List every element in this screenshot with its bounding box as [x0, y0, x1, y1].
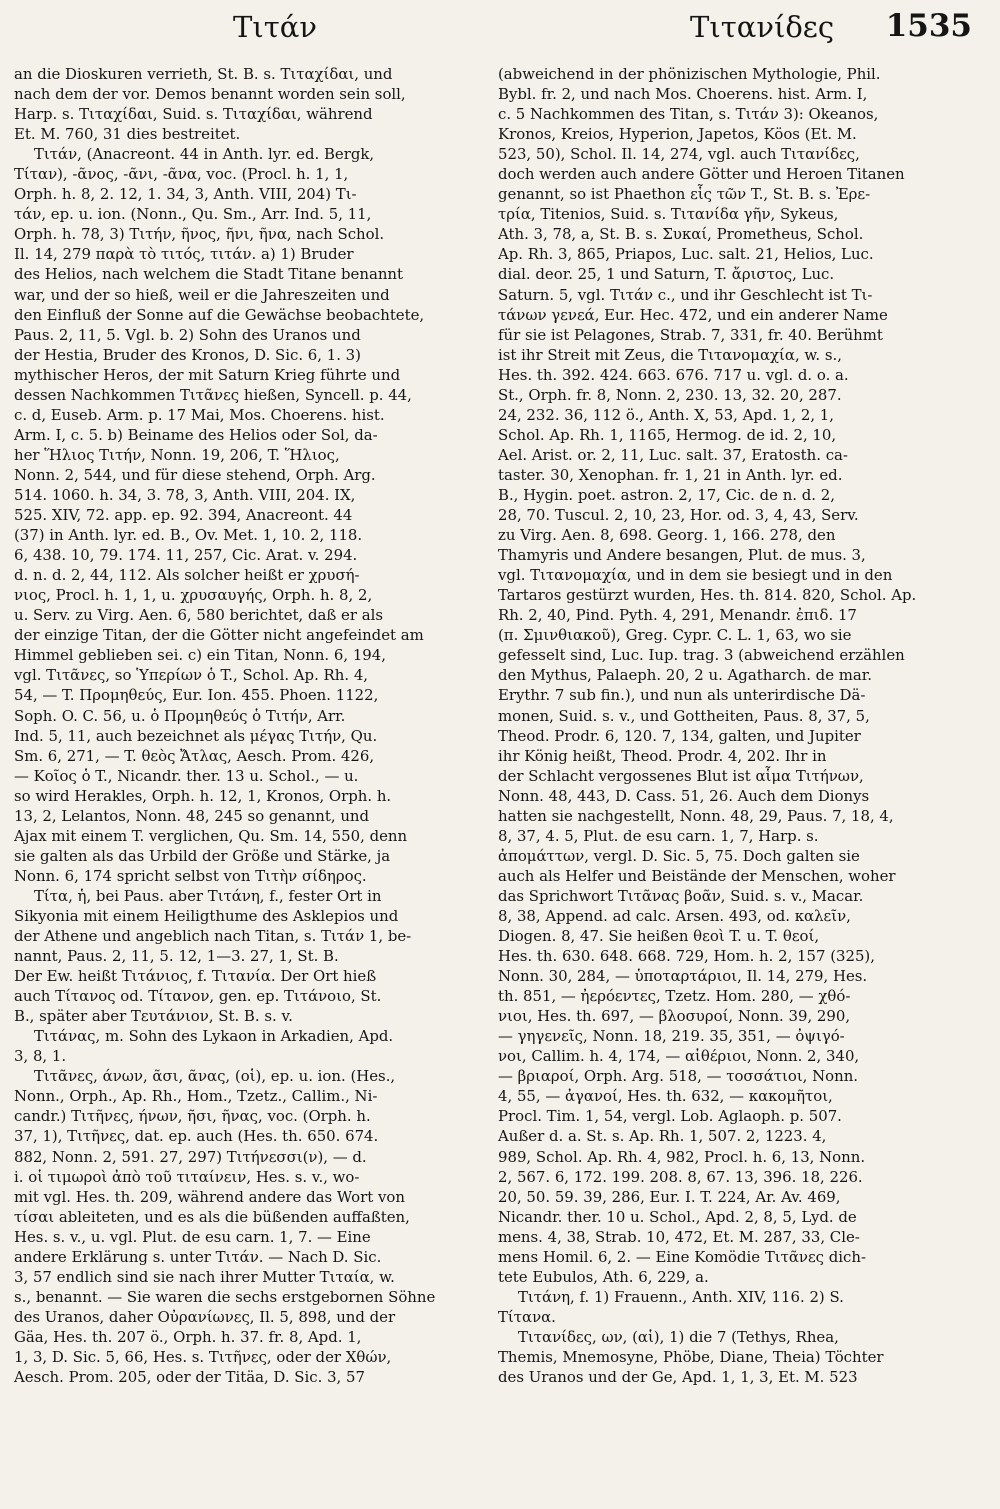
text-line: 525. XIV, 72. app. ep. 92. 394, Anacreont. 44 — [14, 506, 353, 525]
text-line: 54, — T. Προμηθεύς, Eur. Ion. 455. Phoen. 1122, — [14, 686, 379, 705]
text-line: auch als Helfer und Beistände der Menschen, woher — [498, 866, 896, 885]
header-left-catchword: Τιτάν — [233, 10, 317, 44]
text-line: 882, Nonn. 2, 591. 27, 297) Τιτήνεσσι(ν), — d. — [14, 1147, 367, 1166]
text-line: Arm. I, c. 5. b) Beiname des Helios oder Sol, da- — [14, 425, 378, 444]
text-line: auch Τίτανος od. Τίτανον, gen. ep. Τιτάνοιο, St. — [14, 987, 382, 1006]
text-line: Außer d. a. St. s. Ap. Rh. 1, 507. 2, 1223. 4, — [498, 1127, 827, 1146]
text-line: hatten sie nachgestellt, Nonn. 48, 29, Paus. 7, 18, 4, — [498, 806, 894, 825]
text-line: mythischer Heros, der mit Saturn Krieg führte und — [14, 365, 401, 384]
text-line: Gäa, Hes. th. 207 ö., Orph. h. 37. fr. 8, Apd. 1, — [14, 1327, 362, 1346]
text-line: i. οἱ τιμωροὶ ἀπὸ τοῦ τιταίνειν, Hes. s. v., wo- — [14, 1167, 360, 1186]
text-line: candr.) Τιτῆνες, ήνων, ῆσι, ῆνας, voc. (Orph. h. — [14, 1107, 371, 1126]
text-line: Harp. s. Τιταχίδαι, Suid. s. Τιταχίδαι, während — [14, 105, 373, 124]
text-line: der einzige Titan, der die Götter nicht angefeindet am — [14, 626, 424, 645]
text-line: Ind. 5, 11, auch bezeichnet als μέγας Τιτήν, Qu. — [14, 726, 378, 745]
text-line: andere Erklärung s. unter Τιτάν. — Nach D. Sic. — [14, 1247, 382, 1266]
text-line: Hes. th. 392. 424. 663. 676. 717 u. vgl. d. o. a. — [498, 365, 849, 384]
text-line: Τίτανα. — [498, 1307, 556, 1326]
text-line: Rh. 2, 40, Pind. Pyth. 4, 291, Menandr. ἐπιδ. 17 — [498, 606, 857, 625]
text-line: dessen Nachkommen Τιτᾶνες hießen, Syncell. p. 44, — [14, 385, 412, 404]
text-line: 6, 438. 10, 79. 174. 11, 257, Cic. Arat. v. 294. — [14, 546, 358, 565]
text-line: (37) in Anth. lyr. ed. B., Ov. Met. 1, 10. 2, 118. — [14, 526, 363, 545]
text-line: vgl. Τιτᾶνες, so Ὑπερίων ὁ T., Schol. Ap. Rh. 4, — [14, 666, 369, 685]
text-line: der Hestia, Bruder des Kronos, D. Sic. 6, 1. 3) — [14, 345, 361, 364]
text-line: 4, 55, — ἀγανοί, Hes. th. 632, — κακομῆτοι, — [498, 1087, 833, 1106]
text-line: Aesch. Prom. 205, oder der Titäa, D. Sic. 3, 57 — [14, 1368, 365, 1387]
text-line: — Κοῖος ὁ T., Nicandr. ther. 13 u. Schol., — u. — [14, 766, 359, 785]
text-line: Soph. O. C. 56, u. ὁ Προμηθεύς ὁ Τιτήν, Arr. — [14, 706, 346, 725]
text-line: Sm. 6, 271, — T. θεὸς Ἄτλας, Aesch. Prom. 426, — [14, 746, 375, 765]
text-line: 523, 50), Schol. Il. 14, 274, vgl. auch Τιτανίδες, — [498, 145, 860, 164]
text-line: Ajax mit einem T. verglichen, Qu. Sm. 14, 550, denn — [14, 826, 408, 845]
text-line: so wird Herakles, Orph. h. 12, 1, Kronos, Orph. h. — [14, 786, 392, 805]
text-line: monen, Suid. s. v., und Gottheiten, Paus. 8, 37, 5, — [498, 706, 870, 725]
text-line: Nonn. 30, 284, — ὑποταρτάριοι, Il. 14, 279, Hes. — [498, 967, 868, 986]
text-line: Τιτᾶνες, άνων, ᾶσι, ᾶνας, (οἱ), ep. u. ion. (Hes., — [34, 1067, 396, 1086]
text-line: 1, 3, D. Sic. 5, 66, Hes. s. Τιτῆνες, oder der Χθών, — [14, 1348, 392, 1366]
text-line: d. n. d. 2, 44, 112. Als solcher heißt er χρυσή- — [14, 566, 360, 585]
text-line: 37, 1), Τιτῆνες, dat. ep. auch (Hes. th. 650. 674. — [14, 1127, 379, 1146]
text-line: der Schlacht vergossenes Blut ist αἷμα Τιτήνων, — [498, 766, 864, 785]
text-line: B., später aber Τευτάνιον, St. B. s. v. — [14, 1007, 293, 1026]
text-line: für sie ist Pelagones, Strab. 7, 331, fr. 40. Berühmt — [498, 325, 883, 344]
page-number: 1535 — [885, 8, 972, 44]
text-line: Nonn. 2, 544, und für diese stehend, Orph. Arg. — [14, 465, 376, 484]
text-line: Et. M. 760, 31 dies bestreitet. — [14, 125, 241, 144]
text-line: Hes. s. v., u. vgl. Plut. de esu carn. 1, 7. — Eine — [14, 1227, 371, 1246]
text-line: Hes. th. 630. 648. 668. 729, Hom. h. 2, 157 (325), — [498, 947, 875, 966]
text-line: 20, 50. 59. 39, 286, Eur. I. T. 224, Ar. Av. 469, — [498, 1187, 841, 1206]
text-line: Orph. h. 78, 3) Τιτήν, ῆνος, ῆνι, ῆνα, nach Schol. — [14, 225, 385, 244]
text-line: den Einfluß der Sonne auf die Gewächse beobachtete, — [14, 305, 425, 324]
text-line: — γηγενεῖς, Nonn. 18, 219. 35, 351, — ὀψιγό- — [498, 1027, 845, 1046]
text-line: Τίτα, ἡ, bei Paus. aber Τιτάνη, f., fester Ort in — [34, 886, 382, 905]
text-line: Diogen. 8, 47. Sie heißen θεοὶ T. u. T. θεοί, — [498, 927, 820, 946]
text-line: tete Eubulos, Ath. 6, 229, a. — [498, 1267, 709, 1286]
text-line: 2, 567. 6, 172. 199. 208. 8, 67. 13, 396. 18, 226. — [498, 1167, 863, 1186]
text-line: 989, Schol. Ap. Rh. 4, 982, Procl. h. 6, 13, Nonn. — [498, 1147, 866, 1166]
text-line: th. 851, — ἠερόεντες, Tzetz. Hom. 280, — χθό- — [498, 987, 851, 1006]
text-line: Der Ew. heißt Τιτάνιος, f. Τιτανία. Der Ort hieß — [14, 967, 377, 986]
text-line: doch werden auch andere Götter und Heroen Titanen — [498, 165, 905, 184]
text-line: τρία, Titenios, Suid. s. Τιτανίδα γῆν, Sykeus, — [498, 205, 839, 224]
text-line: Bybl. fr. 2, und nach Mos. Choerens. hist. Arm. I, — [498, 85, 868, 104]
text-line: 8, 37, 4. 5, Plut. de esu carn. 1, 7, Harp. s. — [498, 826, 819, 845]
text-line: des Uranos, daher Οὐρανίωνες, Il. 5, 898, und der — [14, 1307, 396, 1326]
text-line: 24, 232. 36, 112 ö., Anth. X, 53, Apd. 1, 2, 1, — [498, 405, 835, 424]
text-line: 8, 38, Append. ad calc. Arsen. 493, od. καλεῖν, — [498, 906, 851, 925]
text-line: an die Dioskuren verrieth, St. B. s. Τιταχίδαι, und — [14, 65, 393, 83]
text-line: Nicandr. ther. 10 u. Schol., Apd. 2, 8, 5, Lyd. de — [498, 1207, 857, 1226]
text-line: Orph. h. 8, 2. 12, 1. 34, 3, Anth. VIII, 204) Τι- — [14, 185, 357, 204]
text-line: Ael. Arist. or. 2, 11, Luc. salt. 37, Eratosth. ca- — [498, 445, 848, 464]
text-line: Kronos, Kreios, Hyperion, Japetos, Köos (Et. M. — [498, 125, 857, 144]
text-line: ἀπομάττων, vergl. D. Sic. 5, 75. Doch galten sie — [498, 846, 860, 865]
text-line: mens. 4, 38, Strab. 10, 472, Et. M. 287, 33, Cle- — [498, 1227, 860, 1246]
text-line: zu Virg. Aen. 8, 698. Georg. 1, 166. 278, den — [498, 526, 836, 545]
left-column — [14, 64, 486, 1504]
text-line: des Helios, nach welchem die Stadt Titane benannt — [14, 265, 403, 284]
text-line: τάνων γενεά, Eur. Hec. 472, und ein anderer Name — [498, 305, 888, 324]
text-line: 3, 8, 1. — [14, 1047, 67, 1066]
text-line: vgl. Τιτανομαχία, und in dem sie besiegt und in den — [498, 566, 893, 585]
text-line: (abweichend in der phönizischen Mythologie, Phil. — [498, 65, 881, 83]
text-line: nannt, Paus. 2, 11, 5. 12, 1—3. 27, 1, St. B. — [14, 947, 339, 966]
text-line: Nonn. 6, 174 spricht selbst von Τιτὴν σίδηρος. — [14, 866, 367, 885]
text-line: τίσαι ableiteten, und es als die büßenden auffaßten, — [14, 1207, 410, 1226]
text-line: das Sprichwort Τιτᾶνας βοᾶν, Suid. s. v., Macar. — [498, 886, 864, 905]
text-line: u. Serv. zu Virg. Aen. 6, 580 berichtet, daß er als — [14, 606, 383, 625]
text-line: c. 5 Nachkommen des Titan, s. Τιτάν 3): Okeanos, — [498, 105, 879, 124]
text-line: Himmel geblieben sei. c) ein Titan, Nonn. 6, 194, — [14, 646, 386, 665]
page-header — [18, 6, 972, 54]
text-line: Procl. Tim. 1, 54, vergl. Lob. Aglaoph. p. 507. — [498, 1107, 842, 1126]
text-line: Τίταν), -ᾶνος, -ᾶνι, -ᾶνα, voc. (Procl. h. 1, 1, — [14, 165, 349, 184]
text-line: Τιτάνας, m. Sohn des Lykaon in Arkadien, Apd. — [34, 1027, 394, 1046]
text-line: B., Hygin. poet. astron. 2, 17, Cic. de n. d. 2, — [498, 485, 835, 504]
text-line: St., Orph. fr. 8, Nonn. 2, 230. 13, 32. 20, 287. — [498, 385, 842, 404]
text-line: 28, 70. Tuscul. 2, 10, 23, Hor. od. 3, 4, 43, Serv. — [498, 506, 859, 525]
text-line: Themis, Mnemosyne, Phöbe, Diane, Theia) Töchter — [498, 1348, 884, 1366]
text-line: ist ihr Streit mit Zeus, die Τιτανομαχία, w. s., — [498, 345, 842, 364]
text-line: her Ἥλιος Τιτήν, Nonn. 19, 206, T. Ἥλιος, — [14, 445, 340, 464]
text-line: nach dem der vor. Demos benannt worden sein soll, — [14, 85, 406, 104]
text-line: νιος, Procl. h. 1, 1, u. χρυσαυγής, Orph. h. 8, 2, — [14, 586, 373, 605]
text-line: Ath. 3, 78, a, St. B. s. Συκαί, Prometheus, Schol. — [498, 225, 864, 244]
text-line: dial. deor. 25, 1 und Saturn, T. ἄριστος, Luc. — [498, 265, 835, 284]
text-line: Theod. Prodr. 6, 120. 7, 134, galten, und Jupiter — [498, 726, 861, 745]
text-line: mens Homil. 6, 2. — Eine Komödie Τιτᾶνες dich- — [498, 1247, 867, 1266]
text-line: Schol. Ap. Rh. 1, 1165, Hermog. de id. 2, 10, — [498, 425, 837, 444]
text-line: Nonn., Orph., Ap. Rh., Hom., Tzetz., Callim., Ni- — [14, 1087, 378, 1106]
text-line: Thamyris und Andere besangen, Plut. de mus. 3, — [498, 546, 866, 565]
text-line: νιοι, Hes. th. 697, — βλοσυροί, Nonn. 39, 290, — [498, 1007, 851, 1026]
text-line: Paus. 2, 11, 5. Vgl. b. 2) Sohn des Uranos und — [14, 325, 361, 344]
text-line: Ap. Rh. 3, 865, Priapos, Luc. salt. 21, Helios, Luc. — [498, 245, 874, 264]
text-line: Tartaros gestürzt wurden, Hes. th. 814. 820, Schol. Ap. — [498, 586, 917, 605]
text-line: — βριαροί, Orph. Arg. 518, — τοσσάτιοι, Nonn. — [498, 1067, 859, 1086]
text-line: τάν, ep. u. ion. (Nonn., Qu. Sm., Arr. Ind. 5, 11, — [14, 205, 372, 224]
right-column — [498, 64, 970, 1504]
text-line: 514. 1060. h. 34, 3. 78, 3, Anth. VIII, 204. IX, — [14, 485, 356, 504]
text-line: 13, 2, Lelantos, Nonn. 48, 245 so genannt, und — [14, 806, 370, 825]
text-line: taster. 30, Xenophan. fr. 1, 21 in Anth. lyr. ed. — [498, 465, 843, 484]
text-line: genannt, so ist Phaethon εἷς τῶν T., St. B. s. Ἐρε- — [498, 185, 871, 204]
text-line: gefesselt sind, Luc. Iup. trag. 3 (abweichend erzählen — [498, 646, 905, 665]
text-line: Τιτάν, (Anacreont. 44 in Anth. lyr. ed. Bergk, — [34, 145, 375, 164]
text-line: den Mythus, Palaeph. 20, 2 u. Agatharch. de mar. — [498, 666, 872, 685]
text-line: Nonn. 48, 443, D. Cass. 51, 26. Auch dem Dionys — [498, 786, 870, 805]
text-line: Saturn. 5, vgl. Τιτάν c., und ihr Geschlecht ist Τι- — [498, 285, 873, 304]
text-line: Τιτανίδες, ων, (αἱ), 1) die 7 (Tethys, Rhea, — [518, 1327, 839, 1346]
text-line: der Athene und angeblich nach Titan, s. Τιτάν 1, be- — [14, 927, 412, 946]
text-line: war, und der so hieß, weil er die Jahreszeiten und — [14, 285, 390, 304]
text-line: mit vgl. Hes. th. 209, während andere das Wort von — [14, 1187, 405, 1206]
text-line: Il. 14, 279 παρὰ τὸ τιτός, τιτάν. a) 1) Bruder — [14, 245, 354, 264]
text-line: Τιτάνη, f. 1) Frauenn., Anth. XIV, 116. 2) S. — [518, 1287, 844, 1306]
text-line: ihr König heißt, Theod. Prodr. 4, 202. Ihr in — [498, 746, 827, 765]
text-line: sie galten als das Urbild der Größe und Stärke, ja — [14, 846, 391, 865]
text-line: des Uranos und der Ge, Apd. 1, 1, 3, Et. M. 523 — [498, 1368, 858, 1387]
text-line: (π. Σμινθιακοῦ), Greg. Cypr. C. L. 1, 63, wo sie — [498, 626, 852, 645]
text-line: 3, 57 endlich sind sie nach ihrer Mutter Τιταία, w. — [14, 1267, 395, 1286]
text-line: Sikyonia mit einem Heiligthume des Asklepios und — [14, 906, 399, 925]
header-right-catchword: Τιτανίδες — [690, 10, 835, 44]
text-line: Erythr. 7 sub fin.), und nun als unterirdische Dä- — [498, 686, 866, 705]
text-line: c. d, Euseb. Arm. p. 17 Mai, Mos. Choerens. hist. — [14, 405, 385, 424]
text-line: νοι, Callim. h. 4, 174, — αἰθέριοι, Nonn. 2, 340, — [498, 1047, 860, 1066]
text-line: s., benannt. — Sie waren die sechs erstgebornen Söhne — [14, 1287, 436, 1306]
